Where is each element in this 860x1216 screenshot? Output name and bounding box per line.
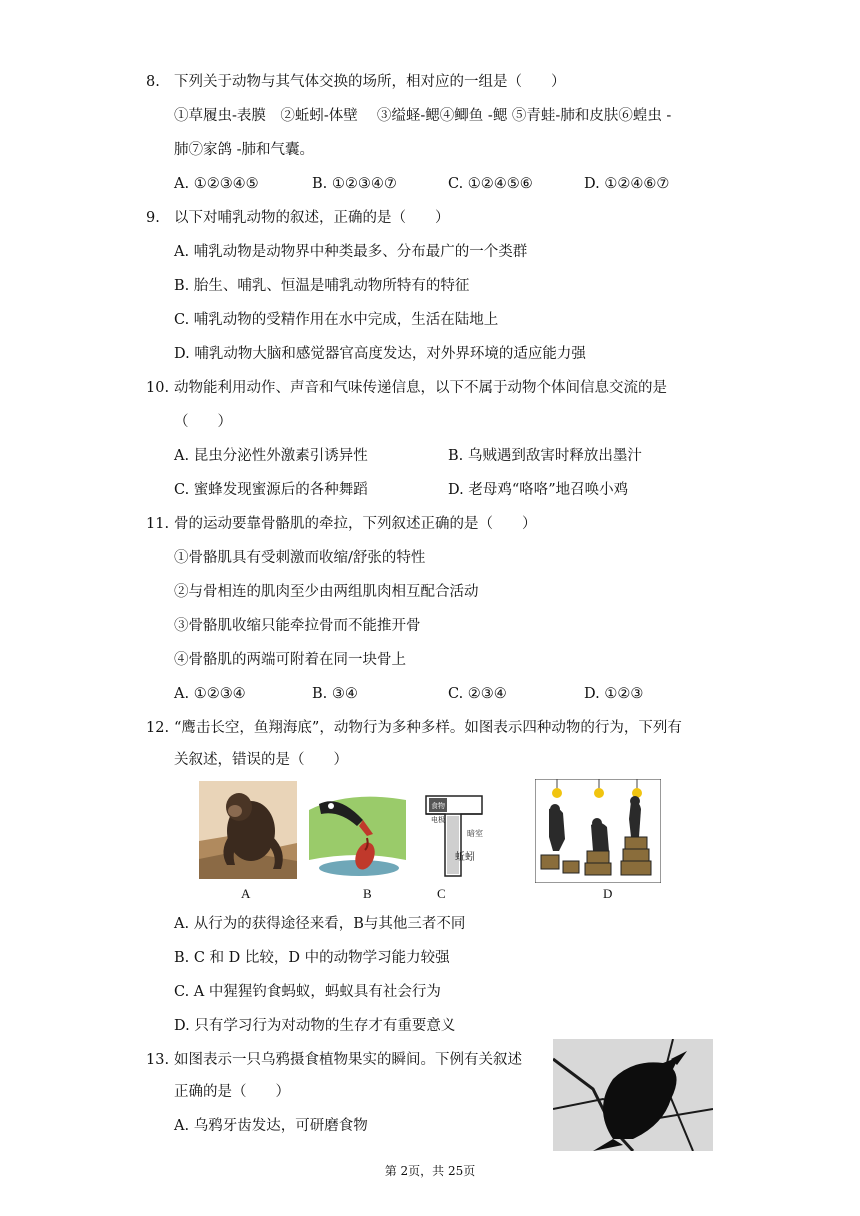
figure-c-label-food: 食物 xyxy=(431,802,445,810)
question-11-statement-4: ④骨骼肌的两端可附着在同一块骨上 xyxy=(174,652,406,668)
figure-d-chimpanzees-boxes-image xyxy=(535,779,661,883)
question-8-stem: 8. 下列关于动物与其气体交换的场所，相对应的一组是（ ） xyxy=(146,74,566,90)
question-13-stem-line2: 正确的是（ ） xyxy=(174,1084,290,1100)
question-11-statement-3: ③骨骼肌收缩只能牵拉骨而不能推开骨 xyxy=(174,618,421,634)
question-12-stem-line2: 关叙述，错误的是（ ） xyxy=(174,752,348,768)
question-10-option-d: D. 老母鸡“咯咯”地召唤小鸡 xyxy=(448,482,629,498)
question-8-option-c: C. ①②④⑤⑥ xyxy=(448,176,533,192)
question-9-option-d: D. 哺乳动物大脑和感觉器官高度发达，对外界环境的适应能力强 xyxy=(174,346,586,362)
question-8-items-line2: 肺⑦家鸽 -肺和气囊。 xyxy=(174,142,315,158)
question-11-stem: 11. 骨的运动要靠骨骼肌的牵拉，下列叙述正确的是（ ） xyxy=(146,516,537,532)
question-8-option-d: D. ①②④⑥⑦ xyxy=(584,176,670,192)
question-9-option-c: C. 哺乳动物的受精作用在水中完成，生活在陆地上 xyxy=(174,312,499,328)
question-10-stem: 10. 动物能利用动作、声音和气味传递信息，以下不属于动物个体间信息交流的是 xyxy=(146,380,667,396)
question-13-stem: 13. 如图表示一只乌鸦摄食植物果实的瞬间。下例有关叙述 xyxy=(146,1052,522,1068)
question-12-option-a: A. 从行为的获得途径来看，B与其他三者不同 xyxy=(174,916,466,932)
question-11-option-a: A. ①②③④ xyxy=(174,686,246,702)
question-12-option-c: C. A 中猩猩钓食蚂蚁，蚂蚁具有社会行为 xyxy=(174,984,441,1000)
question-9-stem: 9. 以下对哺乳动物的叙述，正确的是（ ） xyxy=(146,210,450,226)
question-12-stem: 12. “鹰击长空，鱼翔海底”，动物行为多种多样。如图表示四种动物的行为，下列有 xyxy=(146,720,682,736)
question-9-option-b: B. 胎生、哺乳、恒温是哺乳动物所特有的特征 xyxy=(174,278,470,294)
question-13-option-a: A. 乌鸦牙齿发达，可研磨食物 xyxy=(174,1118,368,1134)
question-8-option-b: B. ①②③④⑦ xyxy=(312,176,397,192)
crow-silhouette-image xyxy=(553,1039,713,1151)
question-8-items-line1: ①草履虫-表膜 ②蚯蚓-体壁 ③缢蛏-鳃④鲫鱼 -鳃 ⑤青蛙-肺和皮肤⑥蝗虫 - xyxy=(174,108,672,124)
figure-label-c: C xyxy=(437,886,446,901)
page-footer: 第 2页，共 25页 xyxy=(384,1164,476,1178)
question-11-option-c: C. ②③④ xyxy=(448,686,507,702)
question-12-option-b: B. C 和 D 比较，D 中的动物学习能力较强 xyxy=(174,950,450,966)
figure-c-label-electrode: 电极 xyxy=(431,816,445,824)
figure-a-chimpanzee-image xyxy=(199,781,297,879)
question-8-option-a: A. ①②③④⑤ xyxy=(174,176,259,192)
figure-label-d: D xyxy=(603,886,613,901)
figure-label-a: A xyxy=(241,886,251,901)
figure-c-t-maze-image xyxy=(423,794,485,878)
question-11-statement-2: ②与骨相连的肌肉至少由两组肌肉相互配合活动 xyxy=(174,584,479,600)
figure-label-b: B xyxy=(363,886,372,901)
question-10-option-c: C. 蜜蜂发现蜜源后的各种舞蹈 xyxy=(174,482,368,498)
figure-c-label-darkroom: 暗室 xyxy=(467,829,483,838)
question-10-option-b: B. 乌贼遇到敌害时释放出墨汁 xyxy=(448,448,642,464)
question-9-option-a: A. 哺乳动物是动物界中种类最多、分布最广的一个类群 xyxy=(174,244,528,260)
question-10-stem-paren: （ ） xyxy=(174,414,232,430)
question-11-statement-1: ①骨骼肌具有受刺激而收缩/舒张的特性 xyxy=(174,550,426,566)
question-12-option-d: D. 只有学习行为对动物的生存才有重要意义 xyxy=(174,1018,456,1034)
question-11-option-d: D. ①②③ xyxy=(584,686,644,702)
question-11-option-b: B. ③④ xyxy=(312,686,358,702)
figure-b-bird-feeding-fish-image xyxy=(309,790,406,878)
figure-c-label-earthworm: 蚯蚓 xyxy=(455,852,475,863)
question-10-option-a: A. 昆虫分泌性外激素引诱异性 xyxy=(174,448,368,464)
